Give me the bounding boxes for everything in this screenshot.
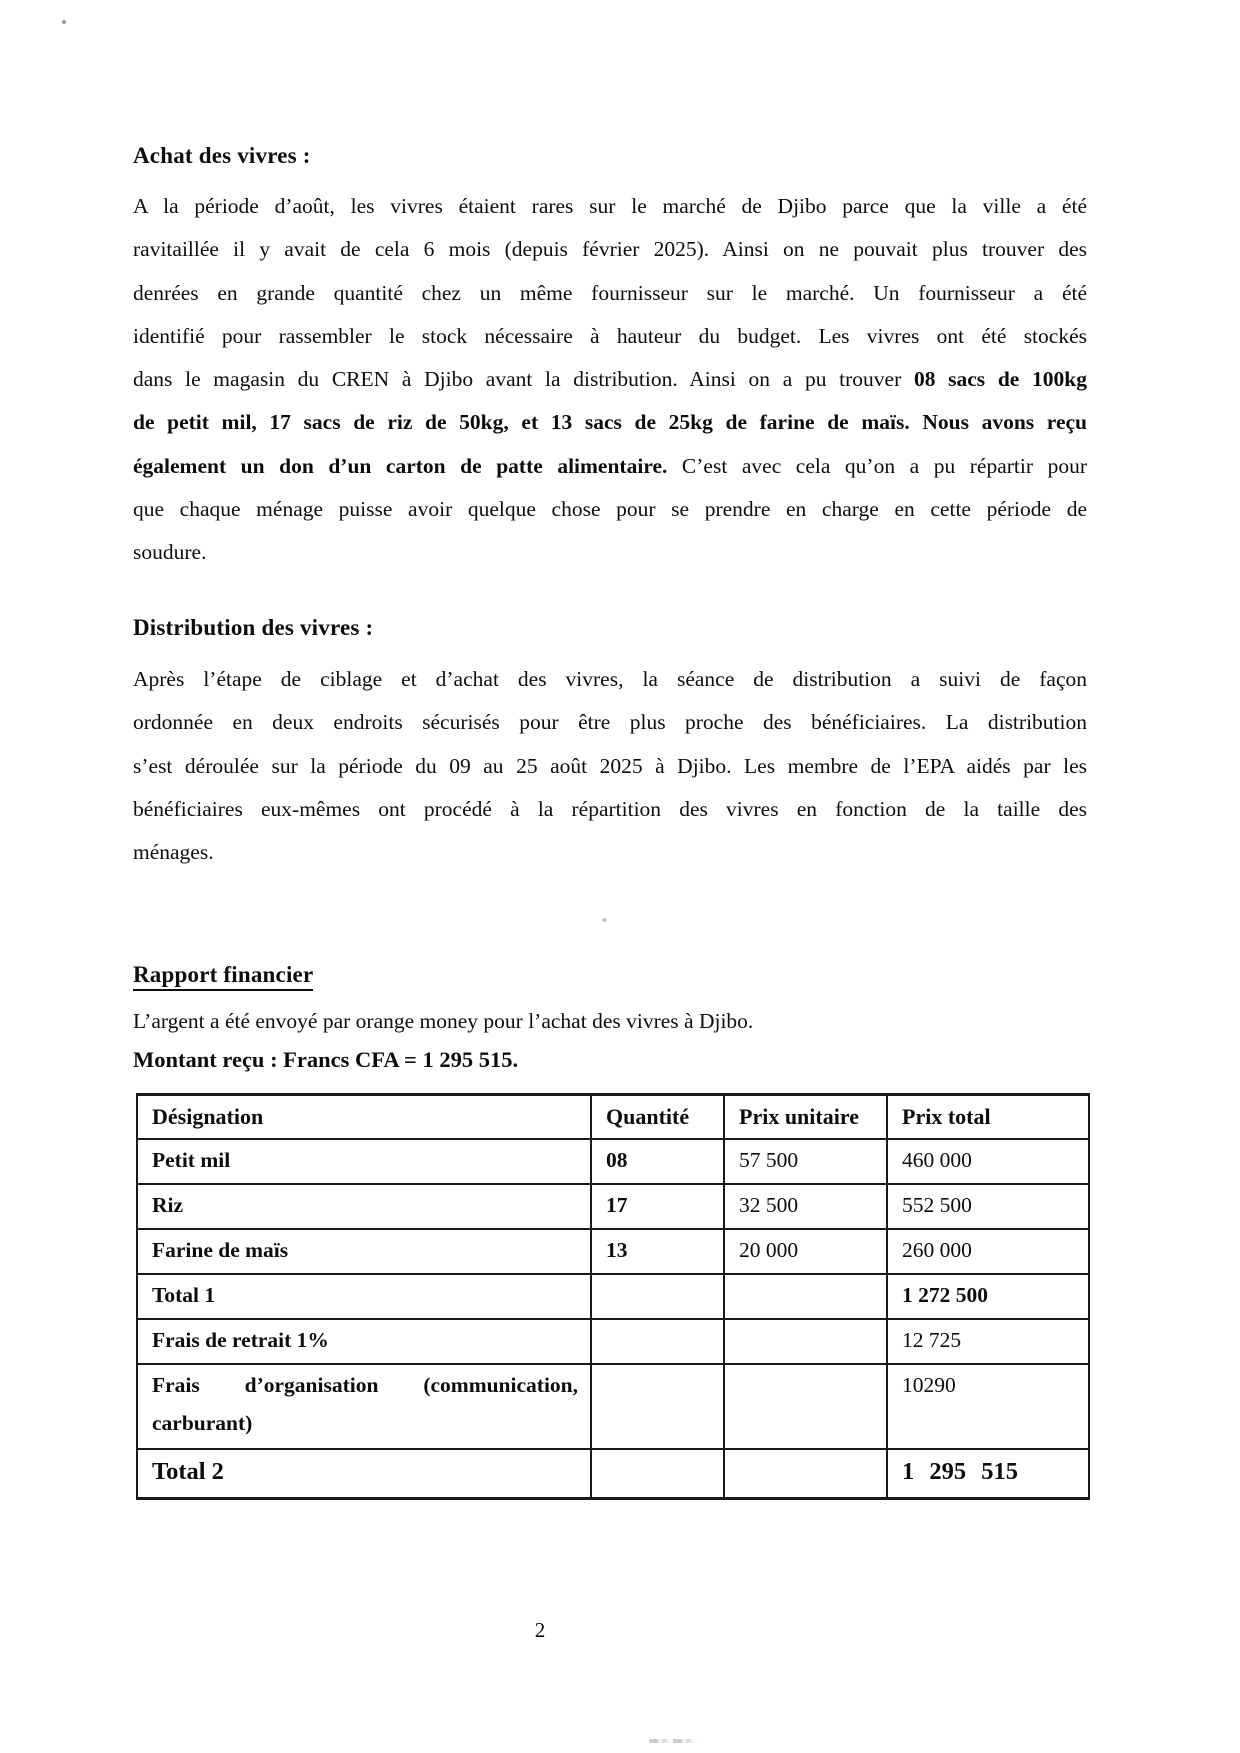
heading-distribution-des-vivres <box>133 613 373 643</box>
text-segment: soudure. <box>133 540 207 565</box>
table-header-cell: Prix unitaire <box>724 1095 887 1139</box>
paragraph-line <box>133 788 1087 831</box>
table-row <box>137 1274 1089 1319</box>
table-cell-prix-total: 1 295 515 <box>887 1449 1089 1499</box>
text-segment: A la période d’août, les vivres étaient rares sur le marché de Djibo parce que la ville a été <box>133 194 1087 218</box>
table-cell-designation: Petit mil <box>137 1139 591 1184</box>
financier-intro-line: L’argent a été envoyé par orange money pour l’achat des vivres à Djibo. <box>133 1009 754 1033</box>
scan-smudge <box>649 1739 697 1743</box>
table-header-cell: Quantité <box>591 1095 724 1139</box>
table-cell-quantite <box>591 1274 724 1319</box>
heading-rapport-financier <box>133 960 313 990</box>
text-segment: ordonnée en deux endroits sécurisés pour être plus proche des bénéficiaires. La distribution <box>133 710 1087 735</box>
table-cell-prix-unitaire <box>724 1319 887 1364</box>
text-segment: Après l’étape de ciblage et d’achat des vivres, la séance de distribution a suivi de façon <box>133 667 1087 691</box>
table-cell-quantite <box>591 1319 724 1364</box>
table-cell-prix-unitaire <box>724 1274 887 1319</box>
table-cell-prix-unitaire: 32 500 <box>724 1184 887 1229</box>
paragraph-line <box>133 658 1087 701</box>
text-segment: dans le magasin du CREN à Djibo avant la distribution. Ainsi on a pu trouver <box>133 367 914 392</box>
table-cell-designation: Total 2 <box>137 1449 591 1499</box>
table-header-cell: Désignation <box>137 1095 591 1139</box>
paragraph-line <box>133 701 1087 744</box>
paragraph-line <box>133 401 1087 444</box>
financial-table <box>136 1093 1090 1500</box>
text-segment-bold: également un don d’un carton de patte alimentaire. <box>133 453 668 478</box>
table-row <box>137 1184 1089 1229</box>
table-row <box>137 1229 1089 1274</box>
table-cell-designation: Riz <box>137 1184 591 1229</box>
table-cell-prix-total: 460 000 <box>887 1139 1089 1184</box>
table-cell-quantite: 08 <box>591 1139 724 1184</box>
paragraph-line <box>133 272 1087 315</box>
text-segment: identifié pour rassembler le stock nécessaire à hauteur du budget. Les vivres ont été stockés <box>133 323 1087 348</box>
heading-achat-label: Achat des vivres : <box>133 143 311 168</box>
text-segment: bénéficiaires eux-mêmes ont procédé à la répartition des vivres en fonction de la taille des <box>133 796 1087 821</box>
paragraph-line <box>133 228 1087 271</box>
paragraph-line <box>133 488 1087 531</box>
text-segment: s’est déroulée sur la période du 09 au 25 août 2025 à Djibo. Les membre de l’EPA aidés par les <box>133 753 1087 778</box>
table-cell-prix-unitaire: 57 500 <box>724 1139 887 1184</box>
table-cell-prix-total: 552 500 <box>887 1184 1089 1229</box>
paragraph-distribution <box>133 658 1087 874</box>
table-cell-quantite: 13 <box>591 1229 724 1274</box>
financier-montant-line: Montant reçu : Francs CFA = 1 295 515. <box>133 1047 519 1072</box>
designation-line-2: carburant) <box>152 1410 253 1435</box>
table-cell-designation: Frais de retrait 1% <box>137 1319 591 1364</box>
table-cell-prix-total: 260 000 <box>887 1229 1089 1274</box>
table-cell-prix-unitaire <box>724 1364 887 1449</box>
paragraph-line <box>133 185 1087 228</box>
table-cell-designation <box>137 1364 591 1449</box>
table-cell-designation: Total 1 <box>137 1274 591 1319</box>
table-cell-prix-total: 10290 <box>887 1364 1089 1449</box>
text-segment-bold: 08 sacs de 100kg <box>913 367 1087 392</box>
table-row <box>137 1139 1089 1184</box>
paragraph-line <box>133 831 1087 874</box>
table-header-cell: Prix total <box>887 1095 1089 1139</box>
paragraph-line <box>133 531 1087 574</box>
heading-rapport-label: Rapport financier <box>133 962 313 991</box>
table-cell-prix-unitaire: 20 000 <box>724 1229 887 1274</box>
table-row <box>137 1364 1089 1449</box>
paragraph-line <box>133 745 1087 788</box>
scan-speck <box>62 20 66 24</box>
page-number: 2 <box>534 1618 546 1642</box>
table-cell-quantite: 17 <box>591 1184 724 1229</box>
table-cell-quantite <box>591 1449 724 1499</box>
paragraph-line <box>133 358 1087 401</box>
table-row <box>137 1449 1089 1499</box>
paragraph-line <box>133 445 1087 488</box>
heading-distribution-label: Distribution des vivres : <box>133 615 374 640</box>
paragraph-achat <box>133 185 1087 575</box>
text-segment: que chaque ménage puisse avoir quelque chose pour se prendre en charge en cette période de <box>133 497 1087 522</box>
financial-table-body <box>137 1095 1089 1499</box>
table-header-row <box>137 1095 1089 1139</box>
designation-line-1: Frais d’organisation (communication, <box>152 1372 578 1397</box>
table-row <box>137 1319 1089 1364</box>
text-segment: ménages. <box>133 840 214 865</box>
scan-speck <box>602 918 607 922</box>
heading-achat-des-vivres <box>133 141 311 171</box>
table-cell-designation: Farine de maïs <box>137 1229 591 1274</box>
table-cell-quantite <box>591 1364 724 1449</box>
paragraph-line <box>133 315 1087 358</box>
text-segment: denrées en grande quantité chez un même fournisseur sur le marché. Un fournisseur a été <box>133 280 1087 305</box>
table-cell-prix-total: 1 272 500 <box>887 1274 1089 1319</box>
text-segment: ravitaillée il y avait de cela 6 mois (depuis février 2025). Ainsi on ne pouvait plus trouver des <box>133 237 1087 262</box>
table-cell-prix-unitaire <box>724 1449 887 1499</box>
table-cell-prix-total: 12 725 <box>887 1319 1089 1364</box>
text-segment-bold: de petit mil, 17 sacs de riz de 50kg, et 13 sacs de 25kg de farine de maïs. Nous avons reçu <box>133 410 1087 435</box>
text-segment: C’est avec cela qu’on a pu répartir pour <box>667 453 1087 478</box>
